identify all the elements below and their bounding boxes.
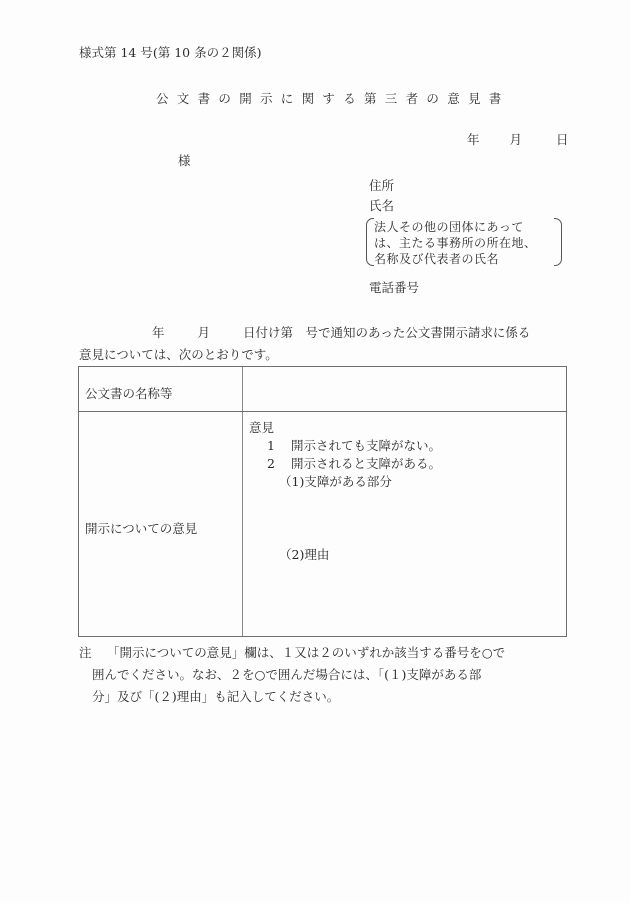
address-label: 住所 <box>369 178 395 193</box>
option-text: 開示されても支障がない。 <box>291 438 442 453</box>
reason-label: （2)理由 <box>279 547 330 562</box>
sender-block <box>369 176 394 216</box>
intro-line1: 日付け第 号で通知のあった公文書開示請求に係る <box>243 325 531 340</box>
note-line2: 囲んでください。なお、２を○で囲んだ場合には、「(１)支障がある部 <box>92 667 482 682</box>
column-divider <box>242 367 243 636</box>
corporate-note-line: は、主たる事務所の所在地、 <box>374 236 537 250</box>
note-line3: 分」及び「(２)理由」も記入してください。 <box>92 689 340 704</box>
note-lead: 注 <box>79 645 92 660</box>
option-2[interactable] <box>249 455 441 473</box>
note-line1: 「開示についての意見」欄は、１又は２のいずれか該当する番号を○で <box>107 645 506 660</box>
intro-paragraph <box>79 322 579 366</box>
intro-month: 月 <box>197 325 211 340</box>
left-bracket <box>366 218 374 266</box>
footnote <box>79 642 579 708</box>
option-text: 開示されると支障がある。 <box>291 456 442 471</box>
addressee-suffix: 様 <box>178 153 191 168</box>
day-label: 日 <box>556 132 569 147</box>
corporate-note-line: 名称及び代表者の氏名 <box>374 252 500 266</box>
document-title: 公文書の開示に関する第三者の意見書 <box>156 91 510 106</box>
year-label: 年 <box>467 132 480 147</box>
option-number: 2 <box>267 456 275 471</box>
corporate-note-line: 法人その他の団体にあって <box>374 220 524 234</box>
opinion-heading: 意見 <box>249 420 275 435</box>
document-name-label: 公文書の名称等 <box>85 386 173 401</box>
option-number: 1 <box>267 438 275 453</box>
corporate-note <box>366 216 562 266</box>
row-divider <box>79 411 566 412</box>
opinion-body <box>249 419 441 564</box>
opinion-table <box>78 366 567 637</box>
date-line <box>467 134 569 147</box>
intro-line2: 意見については、次のとおりです。 <box>79 347 278 362</box>
affected-part-label: （1)支障がある部分 <box>279 474 392 489</box>
form-number: 様式第 14 号(第 10 条の２関係) <box>79 45 262 60</box>
right-bracket <box>554 218 562 266</box>
phone-label: 電話番号 <box>369 280 420 295</box>
option-1[interactable] <box>249 437 441 455</box>
intro-year: 年 <box>152 325 165 340</box>
disclosure-opinion-label: 開示についての意見 <box>85 521 198 536</box>
name-label: 氏名 <box>369 198 395 213</box>
month-label: 月 <box>509 132 523 147</box>
